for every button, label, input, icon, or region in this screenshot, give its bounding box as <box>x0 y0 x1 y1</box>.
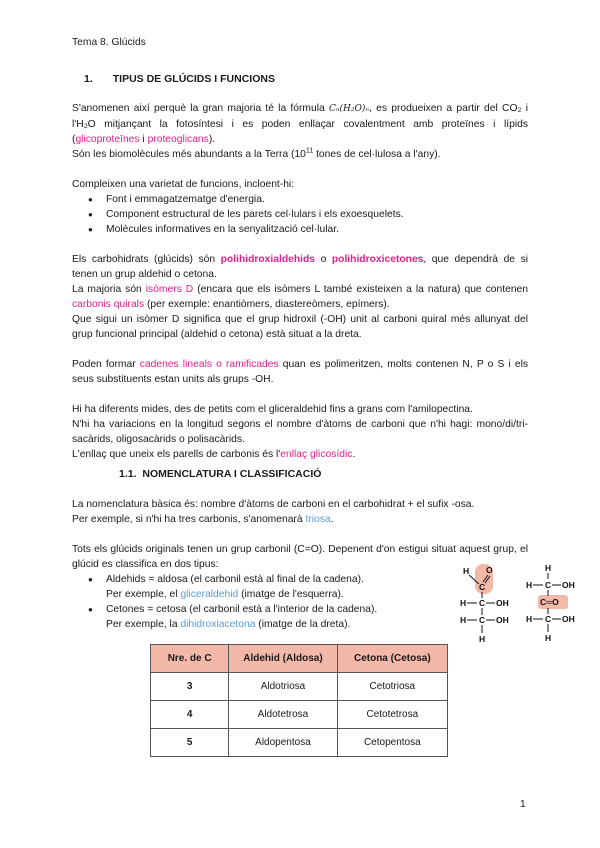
section-heading-1 <box>84 72 275 87</box>
functions-list <box>72 192 528 237</box>
section-heading-1-1 <box>119 467 321 482</box>
atom-label: C <box>545 580 552 590</box>
isomers-paragraph: La majoria són isòmers D (encara que els isòmers L també existeixen a la natura) que contenen carbonis quirals (per exemple: enantiòmers, diastereòmers, epímers). <box>72 284 528 310</box>
isomer-d-paragraph: Que sigui un isòmer D significa que el grup hidroxil (-OH) unit al carboni quiral més allunyat del grup funcional principal (aldehid o cetona) està situat a la dreta. <box>72 314 528 340</box>
page-header: Tema 8. Glúcids <box>72 37 146 48</box>
atom-label: OH <box>496 598 509 608</box>
nomenclature-line: La nomenclatura bàsica és: nombre d'àtoms de carboni en el carbohidrat + el sufix -osa. <box>72 499 475 510</box>
formula: Cₙ(H₂O)ₙ <box>328 104 370 114</box>
classification-table <box>150 644 448 757</box>
column-header: Aldehid (Aldosa) <box>229 645 337 673</box>
atom-label: C <box>479 582 486 592</box>
abundance-line: Són les biomolècules més abundants a la Terra ($10^{11}$ tones de cel·lulosa a l'any). <box>72 147 441 160</box>
chains-paragraph: Poden formar cadenes lineals o ramificades quan es polimeritzen, molts contenen N, P o S i els seus substituents estan units als grups -OH. <box>72 359 529 385</box>
table-header-row <box>151 645 448 673</box>
section-title: TIPUS DE GLÚCIDS I FUNCIONS <box>112 73 275 85</box>
table-cell: Cetopentosa <box>337 729 447 757</box>
table-cell: Aldotriosa <box>229 673 337 701</box>
atom-label: C <box>479 598 486 608</box>
atom-label: OH <box>562 580 575 590</box>
intro-paragraph: S'anomenen així perquè la gran majoria té la fórmula Cₙ(H₂O)ₙ, es produeixen a partir del CO₂ i l'H₂O mitjançant la fotosíntesi i es poden enllaçar covalentment amb proteïnes i lípids (glicoproteïnes i proteoglicans). <box>72 103 528 145</box>
dihydroxyacetone-structure <box>523 560 585 650</box>
column-header: Cetona (Cetosa) <box>337 645 447 673</box>
glyceraldehyde-structure <box>455 560 520 650</box>
carbohydrates-paragraph: Els carbohidrats (glúcids) són polihidroxialdehids o polihidroxicetones, que dependrà de si tenen un grup aldehid o cetona. <box>72 254 529 280</box>
table-cell: 5 <box>151 729 229 757</box>
table-row <box>151 673 448 701</box>
variations-paragraph: N'hi ha variacions en la longitud segons el nombre d'àtoms de carboni que n'hi hagi: mono/di/tri-sacàrids, oligosacàrids o polisacàrids. <box>72 419 528 445</box>
types-list <box>72 572 462 632</box>
atom-label: H <box>545 563 552 573</box>
list-item: ● Font i emmagatzematge d'energia. <box>72 192 528 207</box>
sizes-paragraph: Hi ha diferents mides, des de petits com el gliceraldehid fins a grans com l'amilopectina. <box>72 404 473 415</box>
table-row <box>151 729 448 757</box>
atom-label: OH <box>562 614 575 624</box>
carbonyl-paragraph: Tots els glúcids originals tenen un grup carbonil (C=O). Depenent d'on estigui situat aquest grup, el glúcid es classifica en dos tipus: <box>72 544 528 570</box>
table-cell: Cetotetrosa <box>337 701 447 729</box>
atom-label: H <box>545 633 552 643</box>
types-block <box>72 572 462 632</box>
atom-label: H <box>526 580 533 590</box>
table-cell: Aldotetrosa <box>229 701 337 729</box>
nomenclature-example: Per exemple, si n'hi ha tres carbonis, s'anomenarà triosa. <box>72 514 334 525</box>
atom-label: H <box>460 598 467 608</box>
atom-label: C═O <box>540 597 559 607</box>
atom-label: OH <box>496 615 509 625</box>
atom-label: C <box>545 614 552 624</box>
section-number: 1. <box>84 73 93 85</box>
atom-label: H <box>479 634 486 644</box>
nomenclature-block <box>72 497 528 527</box>
atom-label: H <box>460 615 467 625</box>
table-cell: 3 <box>151 673 229 701</box>
atom-label: H <box>463 566 470 576</box>
section-1-body <box>72 101 528 462</box>
section-title: NOMENCLATURA I CLASSIFICACIÓ <box>142 468 322 480</box>
table-row <box>151 701 448 729</box>
list-item: ● Component estructural de les parets cel·lulars i els exoesquelets. <box>72 207 528 222</box>
table-cell: Cetotriosa <box>337 673 447 701</box>
page-number: 1 <box>520 799 526 810</box>
table-cell: 4 <box>151 701 229 729</box>
table-cell: Aldopentosa <box>229 729 337 757</box>
list-item: ● Cetones = cetosa (el carbonil està a l'interior de la cadena). Per exemple, la dihidroxiacetona (imatge de la dreta). <box>72 602 462 632</box>
bond-paragraph: L'enllaç que uneix els parells de carbonis és l'enllaç glicosídic. <box>72 449 356 460</box>
list-item: ● Molècules informatives en la senyalització cel·lular. <box>72 222 528 237</box>
atom-label: C <box>479 615 486 625</box>
atom-label: H <box>526 614 533 624</box>
list-item: ● Aldehids = aldosa (el carbonil està al final de la cadena). Per exemple, el gliceraldehid (imatge de l'esquerra). <box>72 572 462 602</box>
atom-label: O <box>486 565 493 575</box>
functions-intro: Compleixen una varietat de funcions, incloent-hi: <box>72 179 295 190</box>
section-number: 1.1. <box>119 468 137 480</box>
column-header: Nre. de C <box>151 645 229 673</box>
